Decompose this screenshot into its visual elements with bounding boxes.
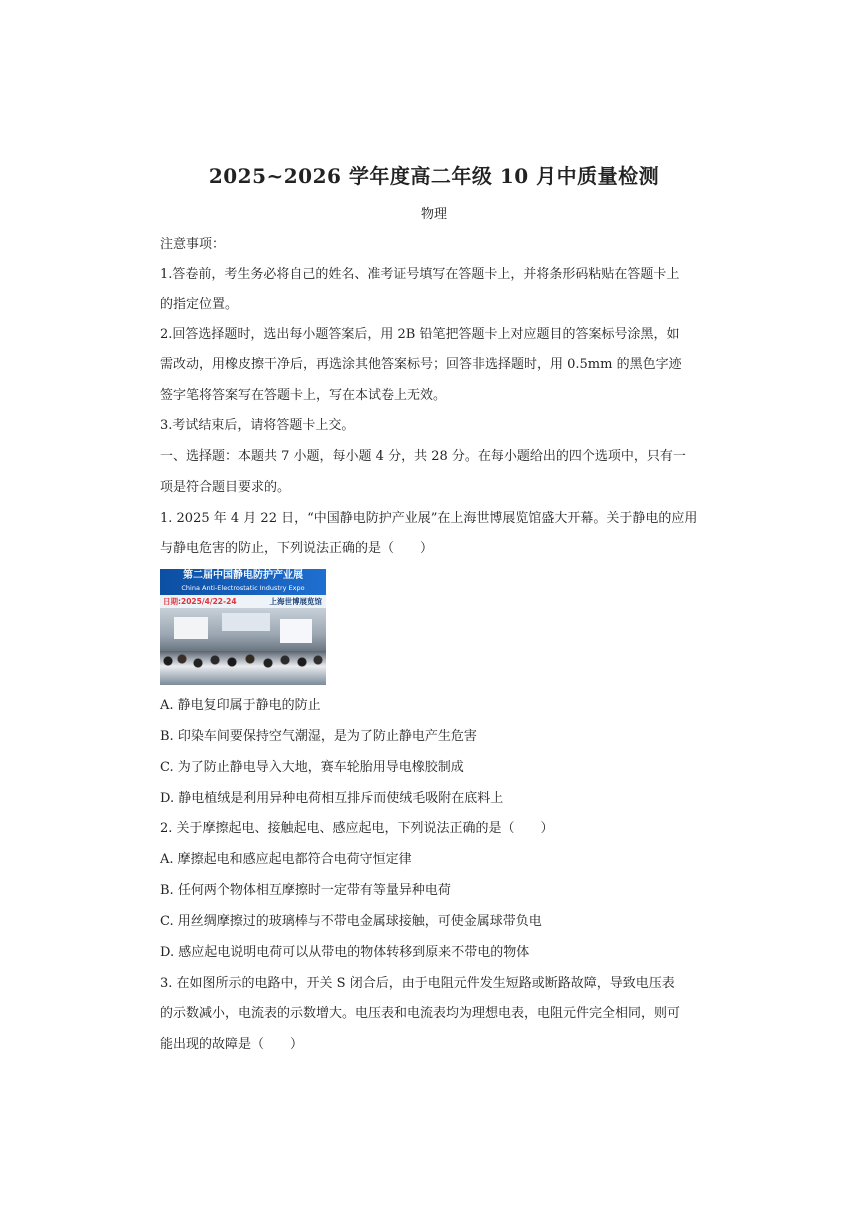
subject-label: 物理: [420, 207, 447, 222]
expo-banner-en: China Anti-Electrostatic Industry Expo: [181, 584, 305, 592]
question-3-stem: 3. 在如图所示的电路中，开关 S 闭合后，由于电阻元件发生短路或断路故障，导致电压表: [160, 976, 675, 991]
question-1-option-a: A. 静电复印属于静电的防止: [160, 698, 321, 713]
question-1-stem: 1. 2025 年 4 月 22 日，“中国静电防护产业展”在上海世博展览馆盛大开幕。关于静电的应用: [160, 511, 698, 526]
question-2-option-b: B. 任何两个物体相互摩擦时一定带有等量异种电荷: [160, 883, 451, 898]
expo-booth: [280, 619, 312, 643]
expo-banner-cn: 第二届中国静电防护产业展: [183, 570, 303, 581]
section-heading: 一、选择题：本题共 7 小题，每小题 4 分，共 28 分。在每小题给出的四个选项中，只有一: [160, 449, 686, 464]
notice-line: 3.考试结束后，请将答题卡上交。: [160, 418, 355, 433]
question-3-stem: 能出现的故障是（ ）: [160, 1037, 304, 1052]
expo-crowd: [160, 651, 326, 685]
expo-booth: [222, 613, 270, 631]
expo-date-band: [160, 595, 326, 608]
notice-line: 签字笔将答案写在答题卡上，写在本试卷上无效。: [160, 388, 447, 403]
question-2-option-d: D. 感应起电说明电荷可以从带电的物体转移到原来不带电的物体: [160, 945, 530, 960]
notice-line: 2.回答选择题时，选出每小题答案后，用 2B 铅笔把答题卡上对应题目的答案标号涂黑，如: [160, 327, 680, 342]
question-2-option-c: C. 用丝绸摩擦过的玻璃棒与不带电金属球接触，可使金属球带负电: [160, 914, 542, 929]
notice-heading: 注意事项：: [160, 237, 226, 252]
expo-banner: [160, 569, 326, 595]
question-1-stem: 与静电危害的防止，下列说法正确的是（ ）: [160, 541, 434, 556]
expo-booth: [174, 617, 208, 639]
expo-photo: [160, 569, 326, 685]
notice-line: 需改动，用橡皮擦干净后，再选涂其他答案标号；回答非选择题时，用 0.5mm 的黑色字迹: [160, 357, 682, 372]
question-1-option-c: C. 为了防止静电导入大地，赛车轮胎用导电橡胶制成: [160, 760, 464, 775]
question-2-stem: 2. 关于摩擦起电、接触起电、感应起电，下列说法正确的是（ ）: [160, 821, 554, 836]
expo-date: 日期:2025/4/22-24: [163, 597, 237, 606]
page-title: 2025~2026 学年度高二年级 10 月中质量检测: [208, 164, 660, 188]
question-1-option-b: B. 印染车间要保持空气潮湿，是为了防止静电产生危害: [160, 729, 477, 744]
notice-line: 的指定位置。: [160, 297, 239, 312]
notice-line: 1.答卷前，考生务必将自己的姓名、准考证号填写在答题卡上，并将条形码粘贴在答题卡上: [160, 267, 680, 282]
question-3-stem: 的示数减小，电流表的示数增大。电压表和电流表均为理想电表，电阻元件完全相同，则可: [160, 1006, 681, 1021]
section-heading: 项是符合题目要求的。: [160, 480, 291, 495]
question-2-option-a: A. 摩擦起电和感应起电都符合电荷守恒定律: [160, 852, 412, 867]
expo-venue: 上海世博展览馆: [269, 597, 322, 606]
question-1-option-d: D. 静电植绒是利用异种电荷相互排斥而使绒毛吸附在底料上: [160, 791, 504, 806]
